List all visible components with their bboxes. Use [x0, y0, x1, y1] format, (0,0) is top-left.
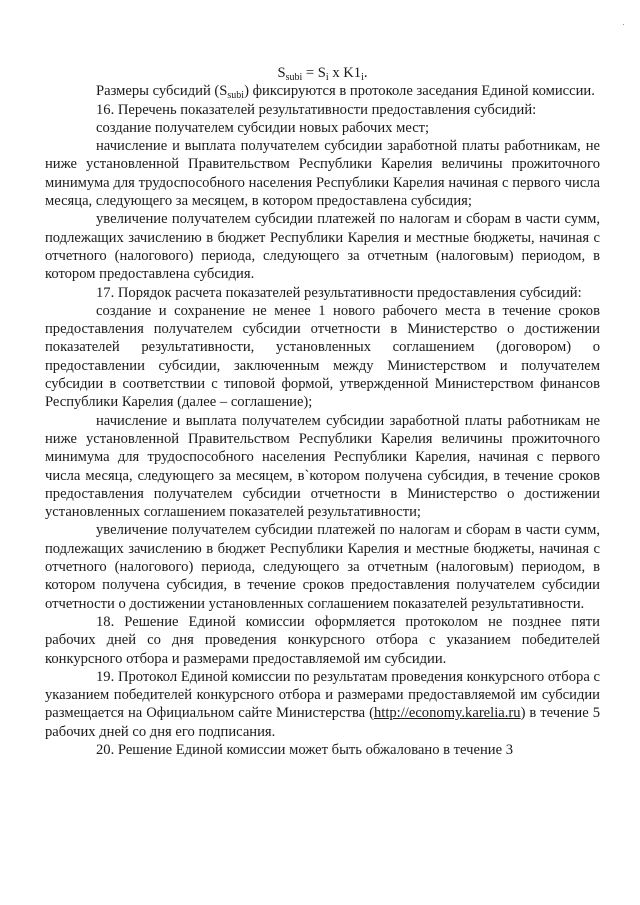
scan-speck: [623, 24, 624, 25]
paragraph-17: 17. Порядок расчета показателей результативности предоставления субсидий:: [96, 284, 582, 301]
paragraph-16-item-2: начисление и выплата получателем субсидии заработной платы работникам, не ниже установленной Правительством Республики Карелия величины прожиточного минимума для трудоспособного населения Республики Карелия начиная с первого числа месяца, следующего за месяцем, в котором предоставлена субсидия;: [45, 138, 600, 210]
paragraph-18: 18. Решение Единой комиссии оформляется протоколом не позднее пяти рабочих дней со дня проведения конкурсного отбора с указанием победителей конкурсного отбора и размерами предоставляемой им субсидии.: [45, 613, 600, 667]
paragraph-20: 20. Решение Единой комиссии может быть обжаловано в течение 3: [96, 741, 514, 758]
ministry-website-link[interactable]: http://economy.karelia.ru: [373, 705, 521, 722]
paragraph-19: 19. Протокол Единой комиссии по результатам проведения конкурсного отбора с указанием победителей конкурсного отбора и размерами предоставляемой им субсидии размещается на Официальном сайте Министерства (http://economy.karelia.ru) в течение 5 рабочих дней со дня его подписания.: [45, 668, 600, 740]
paragraph-17-item-2: начисление и выплата получателем субсидии заработной платы работникам не ниже установленной Правительством Республики Карелия величины прожиточного минимума для трудоспособного населения Республики Карелия, начиная с первого числа месяца, следующего за месяцем, в`котором получена субсидия, в течение сроков предоставления получателем субсидии отчетности в Министерство о достижении установленных соглашением показателей результативности;: [45, 412, 600, 521]
document-body: [45, 64, 600, 759]
paragraph-16-item-3: увеличение получателем субсидии платежей по налогам и сборам в части сумм, подлежащих зачислению в бюджет Республики Карелия и местные бюджеты, начиная с отчетного (налогового) периода, следующего за отчетным (налоговым) периодом, в котором предоставлена субсидия.: [45, 211, 600, 283]
paragraph-16-item-1: создание получателем субсидии новых рабочих мест;: [96, 119, 430, 136]
paragraph-17-item-3: увеличение получателем субсидии платежей по налогам и сборам в части сумм, подлежащих зачислению в бюджет Республики Карелия и местные бюджеты, начиная с отчетного (налогового) периода, следующего за отчетным (налоговым) периодом, в котором получена субсидия, в течение сроков предоставления получателем субсидии отчетности о достижении установленных соглашением показателей результативности.: [45, 522, 600, 612]
paragraph-17-item-1: создание и сохранение не менее 1 нового рабочего места в течение сроков предоставления получателем субсидии отчетности в Министерство о достижении показателей результативности, установленных соглашением (договором) о предоставлении субсидии, заключенным между Министерством и получателем субсидии в соответствии с типовой формой, утвержденной Министерством финансов Республики Карелия (далее – соглашение);: [45, 302, 600, 411]
subsidy-formula: $S_{subi} = S_i$ x $K1_i$.: [277, 65, 368, 83]
paragraph-subsidy-sizes: Размеры субсидий $(S_{subi})$ фиксируются в протоколе заседания Единой комиссии.: [96, 83, 595, 102]
paragraph-16: 16. Перечень показателей результативности предоставления субсидий:: [96, 101, 537, 118]
